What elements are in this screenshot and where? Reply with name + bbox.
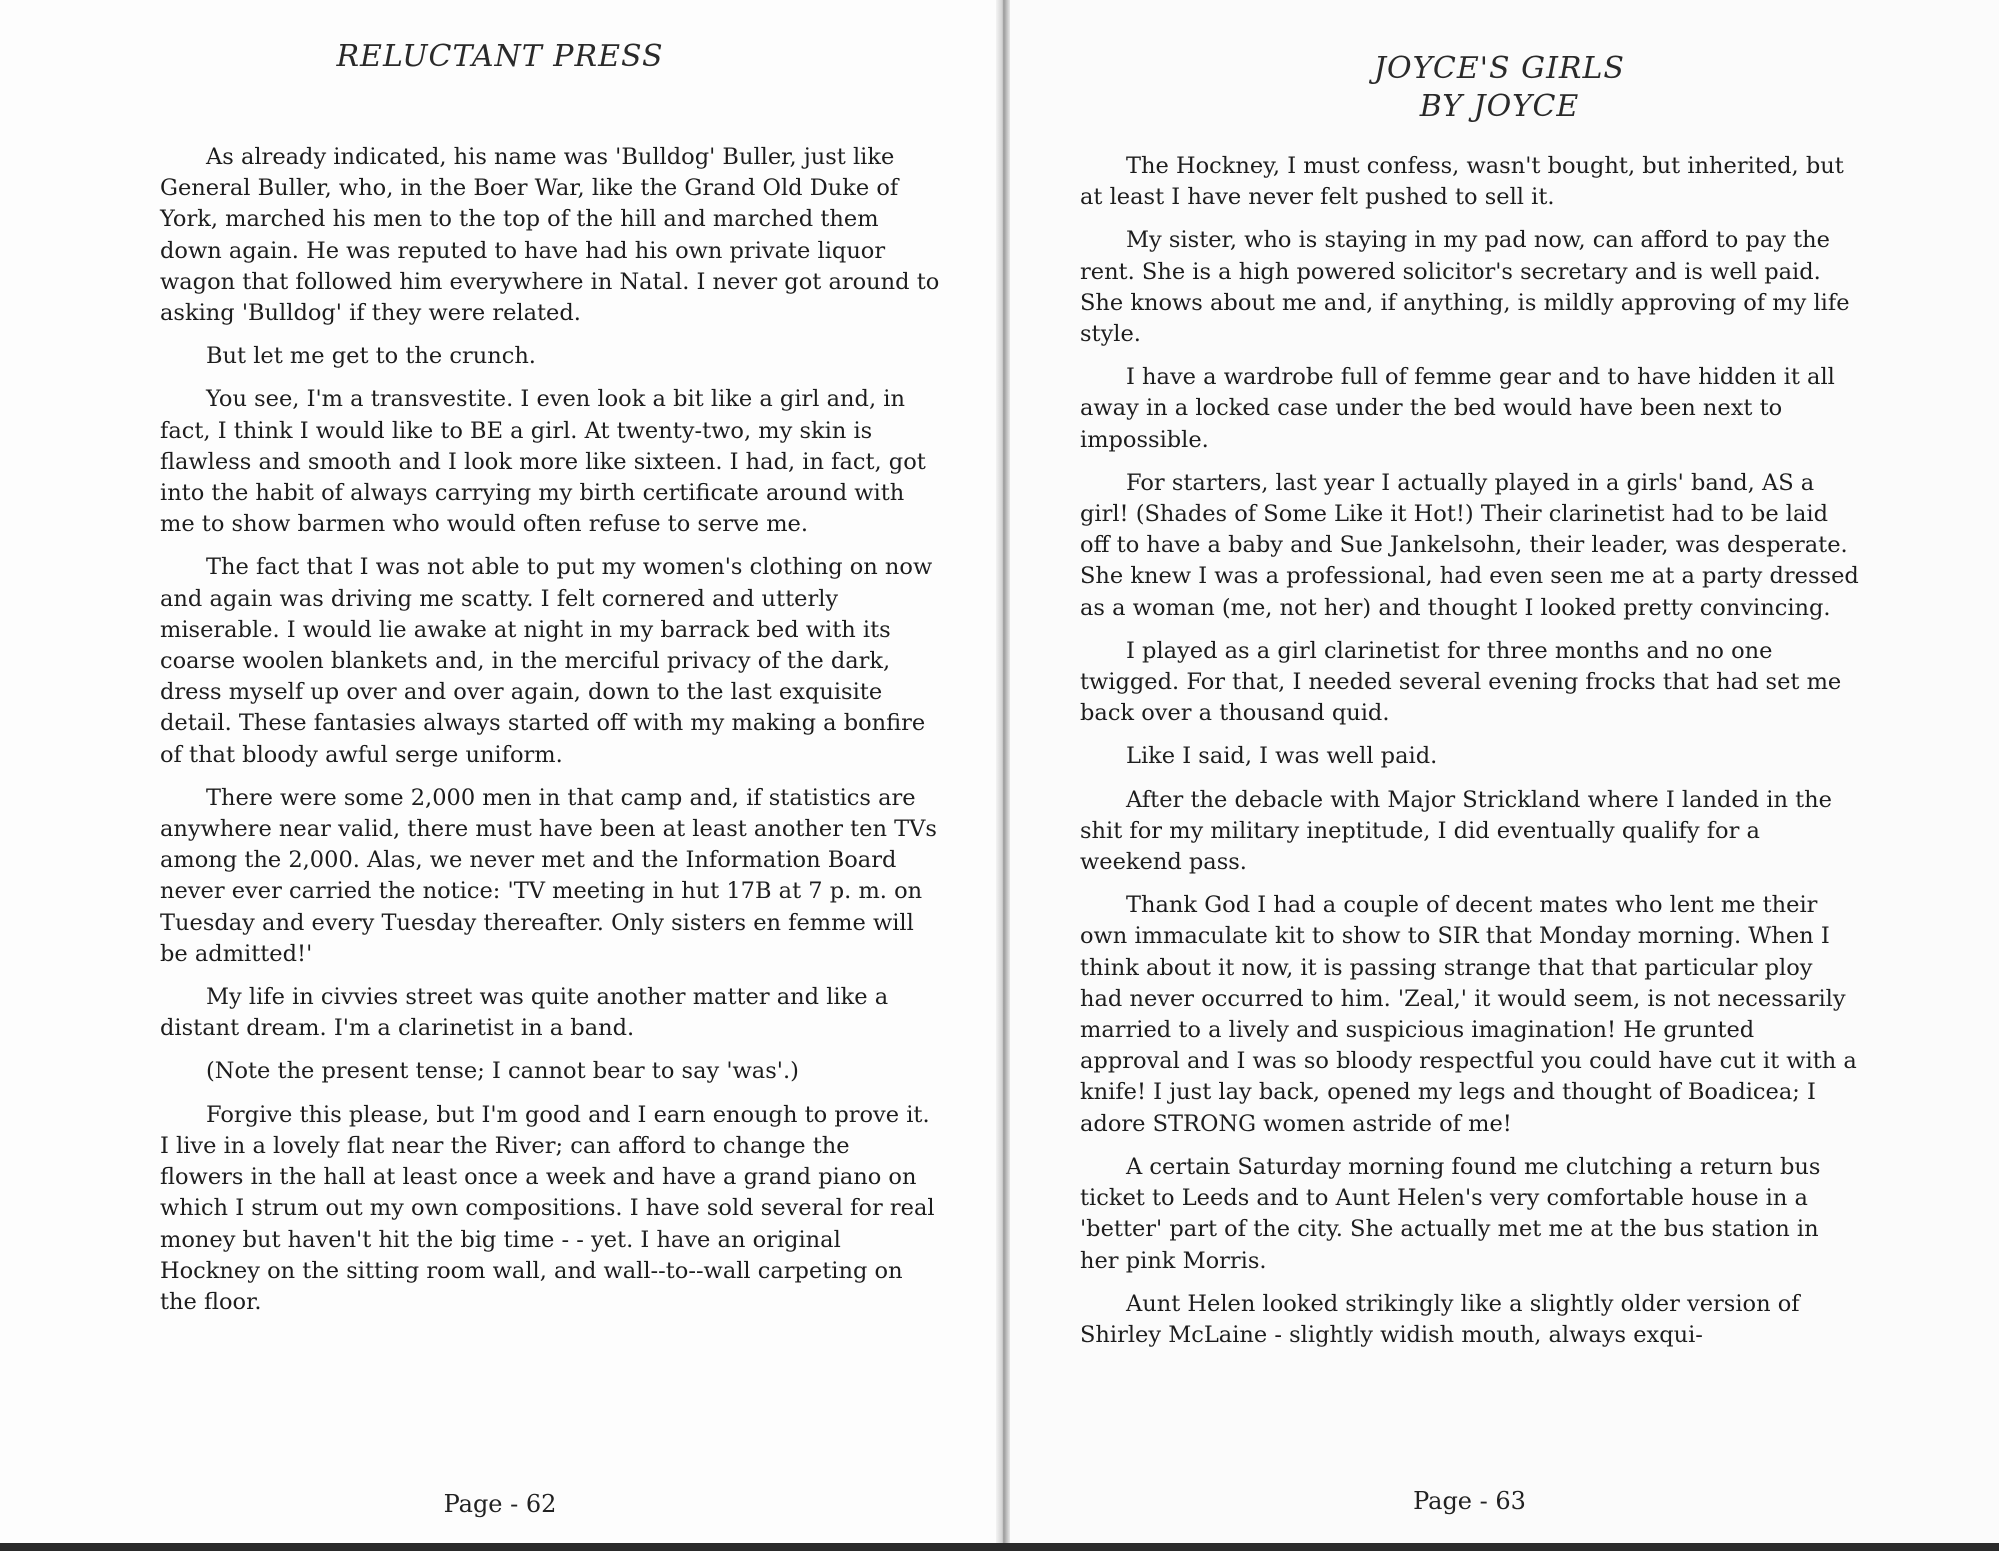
right-paragraph-3: I have a wardrobe full of femme gear and to have hidden it all away in a locked case under the bed would have been next to impossible.	[1080, 364, 1835, 453]
left-page-number: Page - 62	[443, 1490, 557, 1518]
left-paragraph-2: But let me get to the crunch.	[206, 343, 536, 370]
right-paragraph-10: Aunt Helen looked strikingly like a slightly older version of Shirley McLaine - slightly widish mouth, always exqui-	[1080, 1290, 1800, 1348]
right-paragraph-2: My sister, who is staying in my pad now, can afford to pay the rent. She is a high powered solicitor's secretary and is well paid. She knows about me and, if anything, is mildly approving of my life style.	[1080, 227, 1850, 348]
scan-bottom-edge	[0, 1543, 1999, 1551]
left-paragraph-5: There were some 2,000 men in that camp and, if statistics are anywhere near valid, there must have been at least another ten TVs among the 2,000. Alas, we never met and the Information Board never ever carried the notice: 'TV meeting in hut 17B at 7 p. m. on Tuesday and every Tuesday thereafter. Only sisters en femme will be admitted!'	[160, 784, 937, 967]
right-page-number: Page - 63	[1413, 1487, 1526, 1515]
left-paragraph-6: My life in civvies street was quite another matter and like a distant dream. I'm a clarinetist in a band.	[160, 984, 889, 1042]
left-body-text	[160, 142, 940, 1330]
right-paragraph-9: A certain Saturday morning found me clutching a return bus ticket to Leeds and to Aunt Helen's very comfortable house in a 'better' part of the city. She actually met me at the bus station in her pink Morris.	[1080, 1153, 1821, 1274]
left-paragraph-8: Forgive this please, but I'm good and I earn enough to prove it. I live in a lovely flat near the River; can afford to change the flowers in the hall at least once a week and have a grand piano on which I strum out my own compositions. I have sold several for real money but haven't hit the big time - - yet. I have an original Hockney on the sitting room wall, and wall--to--wall carpeting on the floor.	[160, 1101, 935, 1315]
right-running-head-author: BY JOYCE	[1419, 89, 1580, 124]
right-paragraph-1: The Hockney, I must confess, wasn't bought, but inherited, but at least I have never felt pushed to sell it.	[1080, 153, 1844, 211]
right-paragraph-4: For starters, last year I actually played in a girls' band, AS a girl! (Shades of Some Like it Hot!) Their clarinetist had to be laid off to have a baby and Sue Jankelsohn, their leader, was desperate. She knew I was a professional, had even seen me at a party dressed as a woman (me, not her) and thought I looked pretty convincing.	[1080, 469, 1859, 621]
left-paragraph-7: (Note the present tense; I cannot bear to say 'was'.)	[206, 1058, 799, 1085]
right-paragraph-8: Thank God I had a couple of decent mates who lent me their own immaculate kit to show to SIR that Monday morning. When I think about it now, it is passing strange that that particular ploy had never occurred to him. 'Zeal,' it would seem, is not necessarily married to a lively and suspicious imagination! He grunted approval and I was so bloody respectful you could have cut it with a knife! I just lay back, opened my legs and thought of Boadicea; I adore STRONG women astride of me!	[1080, 892, 1857, 1137]
left-paragraph-4: The fact that I was not able to put my women's clothing on now and again was driving me scatty. I felt cornered and utterly miserable. I would lie awake at night in my barrack bed with its coarse woolen blankets and, in the merciful privacy of the dark, dress myself up over and over again, down to the last exquisite detail. These fantasies always started off with my making a bonfire of that bloody awful serge uniform.	[160, 554, 933, 768]
left-paragraph-1: As already indicated, his name was 'Bulldog' Buller, just like General Buller, who, in the Boer War, like the Grand Old Duke of York, marched his men to the top of the hill and marched them down again. He was reputed to have had his own private liquor wagon that followed him everywhere in Natal. I never got around to asking 'Bulldog' if they were related.	[160, 144, 940, 327]
right-running-head	[1000, 50, 1999, 126]
left-running-head: RELUCTANT PRESS	[336, 39, 664, 74]
right-page	[1000, 0, 1999, 1551]
right-body-text	[1080, 151, 1860, 1363]
book-gutter	[996, 0, 1010, 1551]
right-paragraph-7: After the debacle with Major Strickland where I landed in the shit for my military ineptitude, I did eventually qualify for a weekend pass.	[1080, 786, 1832, 876]
left-paragraph-3: You see, I'm a transvestite. I even look a bit like a girl and, in fact, I think I would like to BE a girl. At twenty-two, my skin is flawless and smooth and I look more like sixteen. I had, in fact, got into the habit of always carrying my birth certificate around with me to show barmen who would often refuse to serve me.	[160, 386, 926, 538]
right-running-head-title: JOYCE'S GIRLS	[1374, 51, 1625, 86]
right-paragraph-6: Like I said, I was well paid.	[1126, 743, 1438, 770]
right-paragraph-5: I played as a girl clarinetist for three months and no one twigged. For that, I needed several evening frocks that had set me back over a thousand quid.	[1080, 637, 1842, 727]
